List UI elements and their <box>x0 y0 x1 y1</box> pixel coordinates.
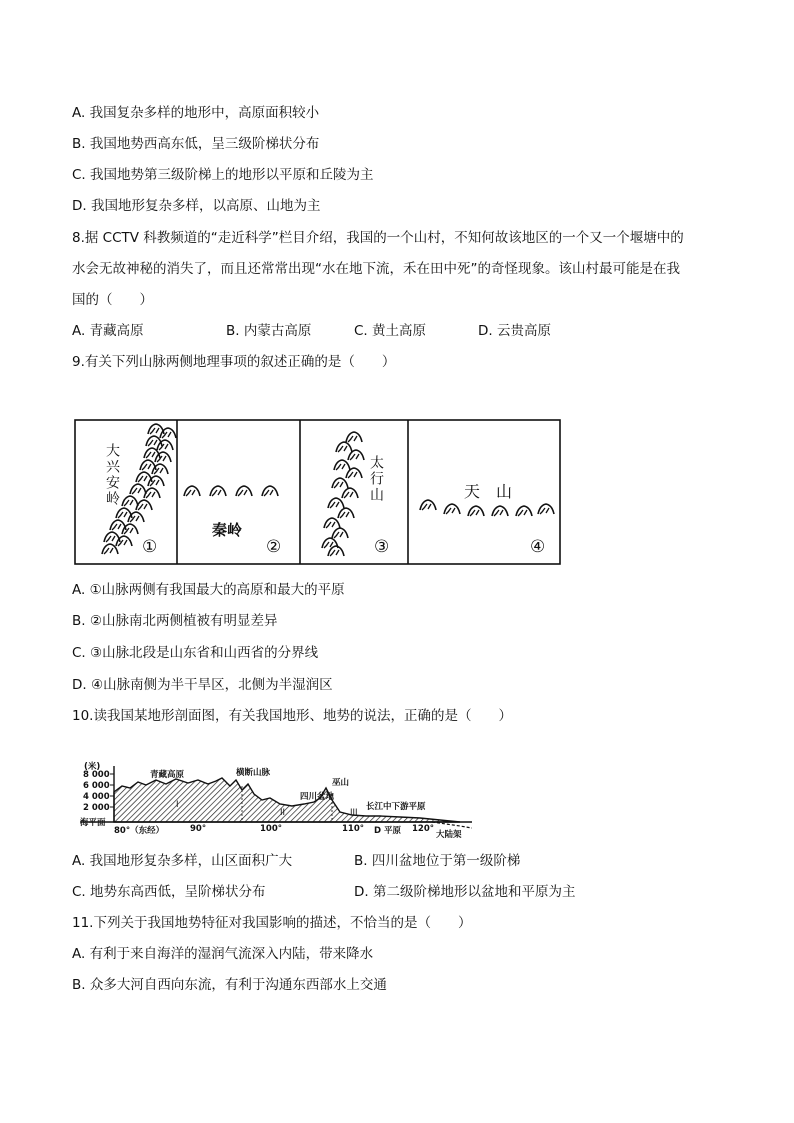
label-hengduan-mountains: 横断山脉 <box>236 768 271 778</box>
marker-4: ④ <box>530 537 546 557</box>
label-yangtze-plain: 长江中下游平原 <box>366 802 426 812</box>
label-qinghai-tibet-plateau: 青藏高原 <box>150 770 185 780</box>
y-tick-6000: 6 000 <box>83 781 110 791</box>
marker-2: ② <box>266 537 282 557</box>
q10-options-row1 <box>72 851 732 871</box>
q10-option-b: B. 四川盆地位于第一级阶梯 <box>354 853 521 869</box>
y-tick-2000: 2 000 <box>83 803 110 813</box>
q9-option-a: A. ①山脉两侧有我国最大的高原和最大的平原 <box>72 582 345 598</box>
q7-option-c: C. 我国地势第三级阶梯上的地形以平原和丘陵为主 <box>72 167 374 183</box>
panel4-label: 天 山 <box>464 482 513 501</box>
q7-option-d: D. 我国地形复杂多样，以高原、山地为主 <box>72 198 321 214</box>
q8-stem-line1: 8.据 CCTV 科教频道的“走近科学”栏目介绍，我国的一个山村，不知何故该地区的一个又一个堰塘中的 <box>72 230 684 246</box>
stair-1: I <box>176 800 179 810</box>
x-tick-90: 90° <box>190 824 207 834</box>
q10-options-row2 <box>72 882 732 902</box>
marker-3: ③ <box>374 537 390 557</box>
x-tick-80: 80°（东经） <box>114 826 165 836</box>
label-d-plain: D 平原 <box>374 826 402 836</box>
stair-2: II <box>280 808 286 818</box>
panel1-label: 大兴安岭 <box>104 443 120 507</box>
panel2-label: 秦岭 <box>212 521 243 539</box>
q10-option-d: D. 第二级阶梯地形以盆地和平原为主 <box>354 884 576 900</box>
y-tick-8000: 8 000 <box>83 770 110 780</box>
q8-stem-line3: 国的（ ） <box>72 292 153 308</box>
label-sichuan-basin: 四川盆地 <box>300 792 335 802</box>
q8-stem-line2: 水会无故神秘的消失了，而且还常常出现“水在地下流，禾在田中死”的奇怪现象。该山村最可能是在我 <box>72 261 680 277</box>
q9-stem: 9.有关下列山脉两侧地理事项的叙述正确的是（ ） <box>72 354 396 370</box>
q8-option-c: C. 黄土高原 <box>354 323 427 339</box>
q9-option-b: B. ②山脉南北两侧植被有明显差异 <box>72 613 278 629</box>
q9-option-d: D. ④山脉南侧为半干旱区，北侧为半湿润区 <box>72 677 333 693</box>
marker-1: ① <box>142 537 158 557</box>
panel3-label: 太行山 <box>368 455 384 503</box>
terrain-profile-figure <box>80 760 472 840</box>
q7-option-a: A. 我国复杂多样的地形中，高原面积较小 <box>72 105 320 121</box>
stair-3: III <box>350 808 358 818</box>
q11-option-b: B. 众多大河自西向东流，有利于沟通东西部水上交通 <box>72 977 387 993</box>
q10-option-a: A. 我国地形复杂多样，山区面积广大 <box>72 853 293 869</box>
y-tick-4000: 4 000 <box>83 792 110 802</box>
x-tick-100: 100° <box>260 824 282 834</box>
q8-option-a: A. 青藏高原 <box>72 323 144 339</box>
q11-option-a: A. 有利于来自海洋的湿润气流深入内陆，带来降水 <box>72 946 374 962</box>
q11-stem: 11.下列关于我国地势特征对我国影响的描述，不恰当的是（ ） <box>72 915 472 931</box>
x-tick-110: 110° <box>342 824 364 834</box>
q10-option-c: C. 地势东高西低，呈阶梯状分布 <box>72 884 266 900</box>
sea-level-label: 海平面 <box>80 818 106 828</box>
profile-unit: (米) <box>84 762 101 772</box>
label-wushan: 巫山 <box>332 778 350 788</box>
label-continental-shelf: 大陆架 <box>436 830 462 840</box>
q7-option-b: B. 我国地势西高东低，呈三级阶梯状分布 <box>72 136 320 152</box>
q8-options <box>72 321 732 341</box>
x-tick-120: 120° <box>412 824 434 834</box>
q8-option-d: D. 云贵高原 <box>478 323 551 339</box>
q8-option-b: B. 内蒙古高原 <box>226 323 312 339</box>
q10-stem: 10.读我国某地形剖面图，有关我国地形、地势的说法，正确的是（ ） <box>72 708 512 724</box>
q9-option-c: C. ③山脉北段是山东省和山西省的分界线 <box>72 645 319 661</box>
mountain-ranges-figure <box>74 419 561 565</box>
